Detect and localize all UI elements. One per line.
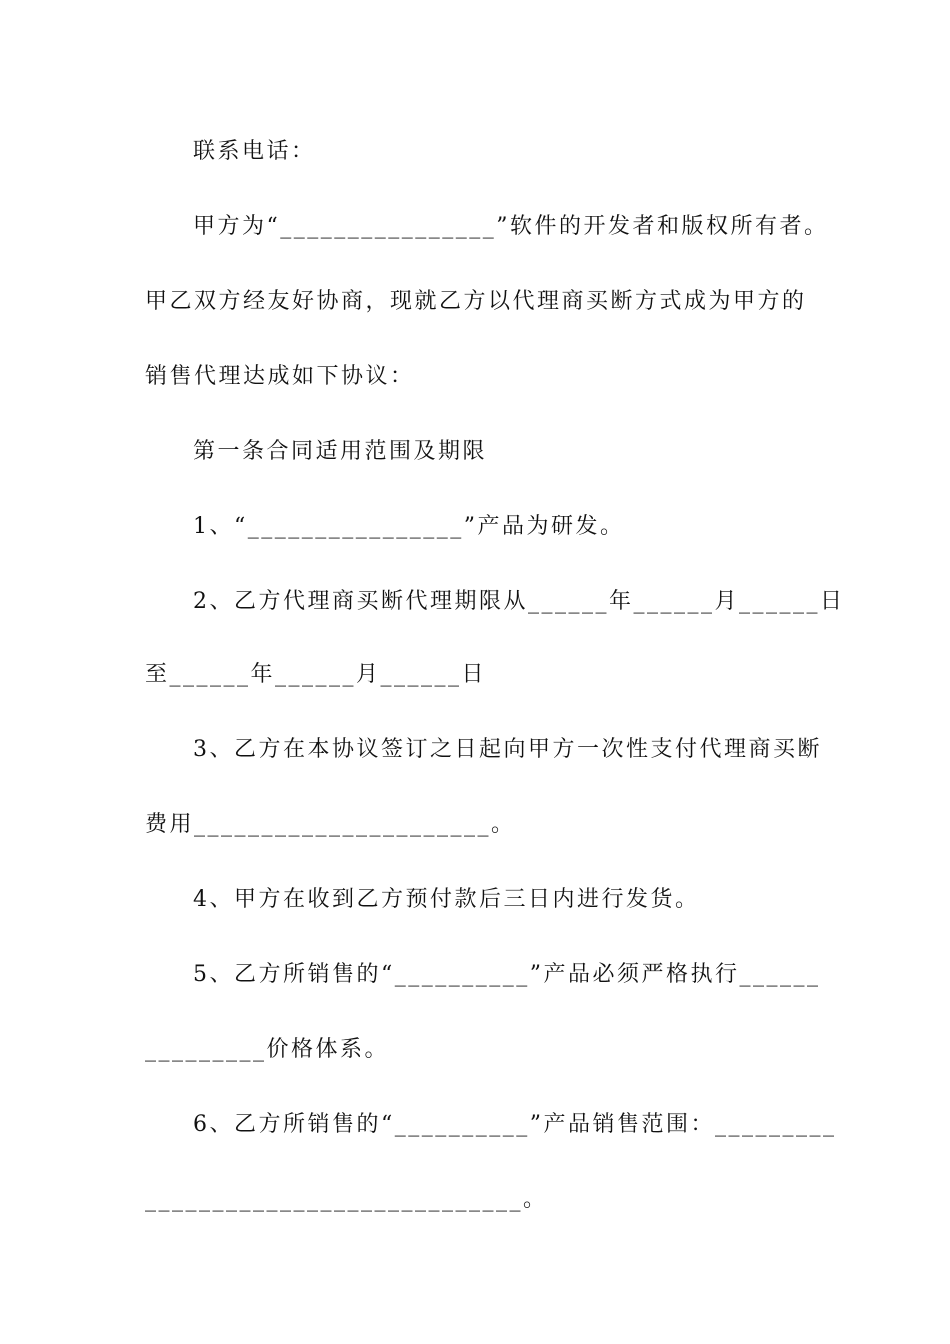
clause-item: 2、乙方代理商买断代理期限从______年______月______日 [193,589,845,614]
clause-item: 4、甲方在收到乙方预付款后三日内进行发货。 [193,887,700,912]
clause-continuation: _________价格体系。 [145,1037,390,1062]
clause-continuation: ____________________________。 [145,1187,548,1212]
paragraph-line: 甲乙双方经友好协商，现就乙方以代理商买断方式成为甲方的 [145,289,807,314]
contact-phone-line: 联系电话： [193,139,316,164]
clause-continuation: 费用______________________。 [145,812,516,837]
clause-item: 5、乙方所销售的“__________”产品必须严格执行______ [193,962,821,987]
paragraph-line: 甲方为“________________”软件的开发者和版权所有者。 [193,214,829,239]
clause-item: 1、“________________”产品为研发。 [193,514,625,539]
clause-item: 6、乙方所销售的“__________”产品销售范围：_________ [193,1112,837,1137]
section-heading: 第一条合同适用范围及期限 [193,439,488,464]
clause-item: 3、乙方在本协议签订之日起向甲方一次性支付代理商买断 [193,737,822,762]
paragraph-line: 销售代理达成如下协议： [145,364,415,389]
clause-continuation: 至______年______月______日 [145,662,487,687]
